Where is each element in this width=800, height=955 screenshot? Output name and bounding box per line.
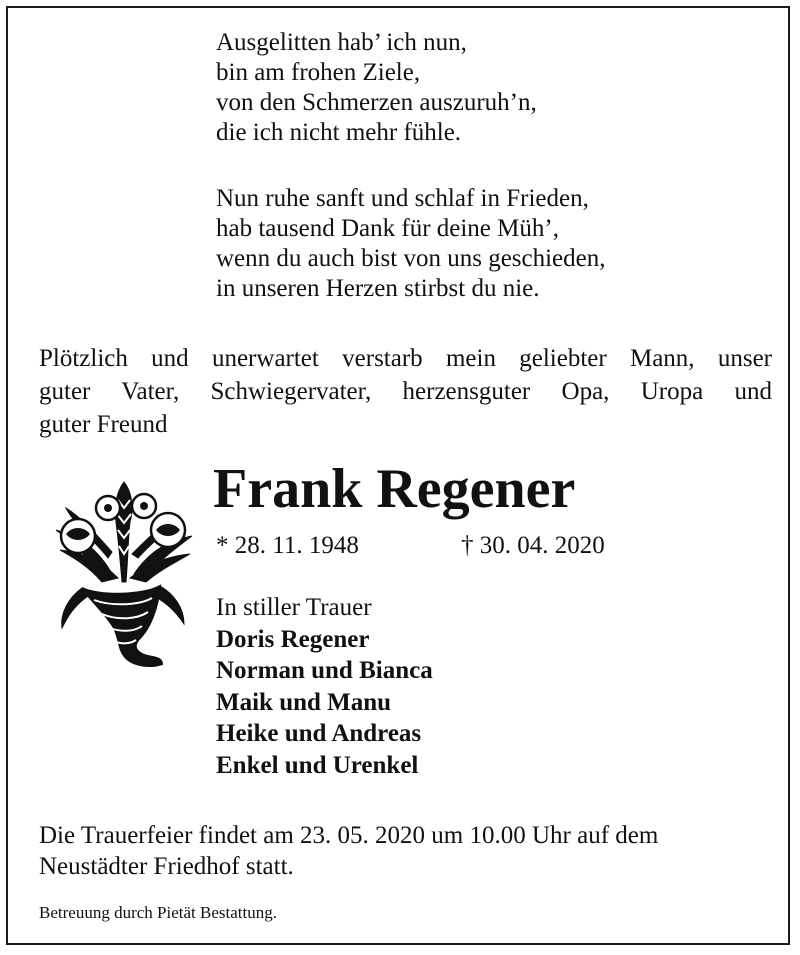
poem-stanza-1	[216, 28, 537, 148]
mourner-name: Maik und Manu	[216, 688, 392, 716]
poem-line: wenn du auch bist von uns geschieden,	[216, 245, 606, 272]
poem-line: Nun ruhe sanft und schlaf in Frieden,	[216, 185, 589, 212]
death-date: † 30. 04. 2020	[461, 532, 605, 559]
flower-cornucopia-icon	[38, 478, 206, 674]
poem-line: hab tausend Dank für deine Müh’,	[216, 215, 559, 242]
poem-line: Ausgelitten hab’ ich nun,	[216, 29, 467, 56]
ceremony-line: Die Trauerfeier findet am 23. 05. 2020 um 10.00 Uhr auf dem	[39, 822, 659, 849]
poem-stanza-2	[216, 184, 606, 304]
mourner-name: Norman und Bianca	[216, 657, 433, 684]
announcement-text	[39, 342, 772, 441]
funeral-home-note: Betreuung durch Pietät Bestattung.	[39, 903, 277, 922]
mourners-heading: In stiller Trauer	[216, 594, 372, 621]
deceased-name: Frank Regener	[213, 458, 576, 520]
announcement-line: guter Vater, Schwiegervater, herzensguter Opa, Uropa und	[39, 378, 772, 405]
announcement-line: guter Freund	[39, 411, 168, 438]
mourner-name: Heike und Andreas	[216, 720, 422, 747]
poem-line: von den Schmerzen auszuruh’n,	[216, 89, 537, 116]
poem-line: bin am frohen Ziele,	[216, 59, 421, 86]
mourners-block	[216, 592, 433, 781]
ceremony-line: Neustädter Friedhof statt.	[39, 853, 294, 880]
poem-line: die ich nicht mehr fühle.	[216, 119, 462, 146]
birth-date: * 28. 11. 1948	[216, 532, 359, 559]
mourner-name: Doris Regener	[216, 625, 370, 653]
obituary-notice	[6, 6, 790, 945]
ceremony-info	[39, 820, 779, 882]
mourner-name: Enkel und Urenkel	[216, 751, 419, 779]
announcement-line: Plötzlich und unerwartet verstarb mein geliebter Mann, unser	[39, 345, 772, 372]
poem-line: in unseren Herzen stirbst du nie.	[216, 275, 540, 302]
